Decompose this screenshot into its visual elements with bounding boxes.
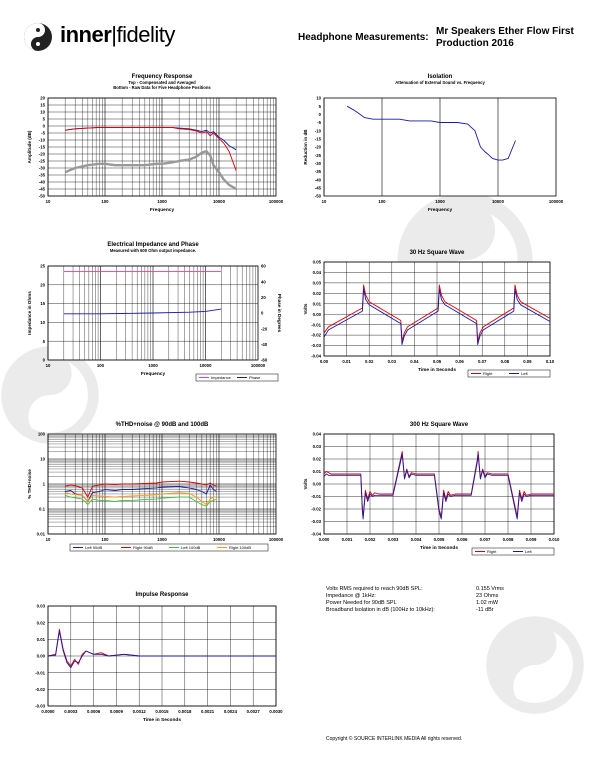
y-tick-label: -0.03 [311, 519, 321, 525]
x-tick-label: 100 [101, 199, 109, 204]
y2-tick-label: 0 [261, 310, 264, 316]
y-tick-label: 0.01 [312, 469, 321, 475]
x-tick-label: 0.007 [479, 537, 491, 542]
x-tick-label: 10000 [213, 537, 225, 542]
y-axis-label: Reduction in dB [303, 129, 308, 165]
chart-title: Isolation [427, 74, 453, 80]
y-tick-label: 20 [40, 282, 45, 288]
x-tick-label: 0.001 [341, 537, 353, 542]
chart-title: %THD+noise @ 90dB and 100dB [115, 422, 209, 428]
legend-label: Phase [249, 375, 261, 380]
y-tick-label: 0.02 [312, 290, 321, 296]
x-tick-label: 100 [96, 363, 105, 368]
x-tick-label: 0.0030 [269, 709, 283, 714]
spec-value: -11 dBr [476, 607, 494, 613]
x-tick-label: 0.0021 [201, 709, 215, 714]
y2-tick-label: 40 [261, 279, 266, 285]
y-tick-label: -40 [314, 177, 321, 183]
y-tick-label: -45 [38, 186, 45, 192]
impulse-response-chart [22, 590, 287, 740]
spec-value: 23 Ohms [476, 593, 499, 599]
y-tick-label: 0 [318, 111, 321, 117]
y-tick-label: -40 [38, 179, 45, 185]
x-tick-label: 0.10 [545, 359, 555, 364]
y-tick-label: 10 [40, 109, 45, 115]
legend-label: Left 100dB [181, 545, 201, 550]
y-tick-label: -10 [314, 128, 321, 134]
x-tick-label: 0.01 [342, 359, 351, 364]
y-axis-label: Volts [303, 478, 308, 490]
y2-tick-label: 20 [261, 294, 266, 300]
y-tick-label: 0.03 [312, 280, 321, 286]
y-tick-label: 10 [316, 95, 321, 101]
x-tick-label: 100000 [268, 537, 284, 542]
watermark-logo [480, 600, 590, 730]
y-tick-label: -30 [38, 165, 45, 171]
y-tick-label: -25 [38, 158, 45, 164]
y-tick-label: -5 [41, 130, 45, 136]
y-tick-label: 0.02 [312, 456, 321, 462]
legend-label: Right 100dB [229, 545, 252, 550]
x-tick-label: 0.005 [433, 537, 445, 542]
y-tick-label: 0.03 [36, 603, 45, 609]
y-tick-label: -0.02 [35, 686, 45, 692]
x-tick-label: 0.0024 [223, 709, 237, 714]
x-tick-label: 1000 [148, 363, 158, 368]
x-tick-label: 0.04 [410, 359, 419, 364]
x-axis-label: Frequency [149, 208, 175, 213]
x-tick-label: 100000 [548, 199, 564, 204]
y-tick-label: 0.02 [36, 620, 45, 626]
spec-row [326, 593, 576, 600]
y-tick-label: -30 [314, 160, 321, 166]
x-axis-label: Frequency [427, 208, 453, 213]
x-tick-label: 0.0027 [246, 709, 260, 714]
y-tick-label: 10 [40, 320, 45, 325]
y2-tick-label: 60 [261, 263, 266, 269]
y-tick-label: -25 [314, 152, 321, 158]
legend-label: Left 90dB [85, 545, 103, 550]
x-tick-label: 10000 [213, 199, 225, 204]
y-tick-label: -0.03 [311, 343, 321, 349]
y-tick-label: 1 [42, 481, 45, 487]
x-tick-label: 100000 [250, 363, 266, 368]
y-tick-label: -0.04 [311, 353, 321, 359]
page-title: Headphone Measurements: [298, 32, 429, 43]
y-tick-label: 0.00 [312, 481, 321, 487]
x-tick-label: 10 [321, 199, 327, 204]
y-tick-label: -0.01 [311, 322, 321, 328]
y-tick-label: 10 [40, 456, 45, 462]
square-wave-300hz-chart [302, 420, 567, 570]
x-tick-label: 0.08 [500, 359, 509, 364]
y-tick-label: 0.03 [312, 444, 321, 450]
x-tick-label: 10000 [492, 199, 504, 204]
y-tick-label: -50 [314, 193, 321, 199]
x-tick-label: 100 [101, 537, 109, 542]
logo-text: inner|fidelity [60, 22, 175, 47]
legend-label: Right [483, 371, 493, 376]
x-tick-label: 100000 [268, 199, 284, 204]
y-tick-label: 15 [40, 102, 45, 108]
isolation-chart [302, 72, 567, 222]
x-tick-label: 10 [45, 537, 51, 542]
chart-title: Frequency Response [131, 74, 193, 80]
y-tick-label: -20 [38, 151, 45, 157]
spec-row [326, 600, 576, 607]
y-tick-label: 0.04 [312, 270, 321, 276]
spec-value: 0.155 Vrms [476, 586, 504, 592]
x-axis-label: Time in Seconds [142, 718, 182, 723]
y-tick-label: -0.02 [311, 506, 321, 512]
x-tick-label: 0.05 [432, 359, 442, 364]
x-tick-label: 0.0006 [87, 709, 101, 714]
spec-label: Volts RMS required to reach 90dB SPL: [326, 586, 423, 592]
logo [22, 20, 212, 54]
x-tick-label: 0.008 [502, 537, 514, 542]
y-tick-label: -0.01 [311, 494, 321, 500]
y-axis-label: Impedance in Ohms [27, 291, 32, 335]
y-tick-label: -35 [314, 169, 321, 175]
y-tick-label: 0 [42, 357, 45, 363]
x-tick-label: 0.006 [456, 537, 468, 542]
y-tick-label: 0 [42, 123, 45, 129]
x-tick-label: 0.02 [365, 359, 374, 364]
y-tick-label: -0.02 [311, 332, 321, 338]
legend-label: Right [487, 549, 497, 554]
x-tick-label: 0.06 [455, 359, 464, 364]
x-tick-label: 0.07 [478, 359, 487, 364]
x-axis-label: Time in Seconds [419, 546, 459, 551]
x-tick-label: 0.004 [410, 537, 422, 542]
y-tick-label: 0.00 [312, 311, 321, 317]
y-tick-label: -35 [38, 172, 45, 178]
x-tick-label: 1000 [435, 199, 445, 204]
legend-label: Left [521, 371, 528, 376]
legend-label: Right 90dB [133, 545, 153, 550]
y2-tick-label: -60 [261, 357, 268, 363]
square-wave-30hz-chart [302, 248, 567, 398]
chart-subtitle: Bottom - Raw Data for Five Headphone Positions [113, 85, 211, 90]
yin-yang-icon [22, 22, 54, 52]
y-tick-label: 0.1 [39, 506, 45, 512]
y-tick-label: -15 [314, 136, 321, 142]
spec-row [326, 607, 576, 614]
y2-tick-label: -40 [261, 341, 268, 347]
chart-title: Electrical Impedance and Phase [107, 242, 199, 248]
y-tick-label: -50 [38, 193, 45, 199]
spec-label: Power Needed for 90dB SPL [326, 600, 397, 606]
y-tick-label: -0.03 [35, 703, 45, 709]
spec-label: Broadband Isolation in dB (100Hz to 10kHz): [326, 607, 435, 613]
y-tick-label: 25 [40, 263, 45, 269]
x-tick-label: 100 [378, 199, 386, 204]
y-tick-label: 5 [318, 103, 321, 109]
legend-label: Left [525, 549, 532, 554]
y-tick-label: 0.01 [36, 636, 45, 642]
y-tick-label: -10 [38, 137, 45, 143]
chart-subtitle: Top - Compensated and Averaged [128, 80, 196, 85]
y-tick-label: 0.00 [36, 653, 45, 659]
chart-subtitle: Attenuation of External Sound vs. Frequency [395, 80, 485, 85]
x-tick-label: 0.0015 [155, 709, 169, 714]
x-tick-label: 0.003 [387, 537, 399, 542]
x-axis-label: Time in Seconds [417, 368, 457, 373]
y-axis-label: Amplitude (dB) [27, 130, 32, 164]
x-tick-label: 10 [45, 363, 51, 368]
y-tick-label: 0.05 [312, 259, 321, 265]
x-tick-label: 0.09 [523, 359, 532, 364]
x-tick-label: 0.002 [364, 537, 376, 542]
x-tick-label: 0.009 [525, 537, 537, 542]
y-axis-label: % THD+noise [27, 469, 32, 499]
y-tick-label: -20 [314, 144, 321, 150]
copyright: Copyright © SOURCE INTERLINK MEDIA All rights reserved. [326, 736, 463, 742]
y-tick-label: -45 [314, 185, 321, 191]
y-tick-label: -0.01 [35, 670, 45, 676]
chart-subtitle: Measured with 600 Ohm output impedance. [109, 248, 197, 253]
x-tick-label: 0.0000 [41, 709, 55, 714]
x-tick-label: 0.03 [387, 359, 396, 364]
y-tick-label: 15 [40, 301, 45, 307]
x-tick-label: 0.010 [548, 537, 560, 542]
y2-tick-label: -20 [261, 326, 268, 332]
x-tick-label: 0.0003 [64, 709, 78, 714]
y-tick-label: -5 [317, 120, 321, 126]
chart-title: 30 Hz Square Wave [409, 250, 465, 256]
y-tick-label: 5 [42, 116, 45, 122]
legend-label: Impedance [211, 375, 231, 380]
spec-label: Impedance @ 1kHz: [326, 593, 376, 599]
y-tick-label: 5 [42, 338, 45, 344]
x-tick-label: 0.0018 [178, 709, 192, 714]
x-tick-label: 0.0009 [109, 709, 123, 714]
y-tick-label: -15 [38, 144, 45, 150]
x-tick-label: 10 [45, 199, 51, 204]
thd-chart [22, 420, 287, 570]
y-tick-label: 100 [37, 431, 45, 437]
y-tick-label: 0.01 [36, 531, 45, 537]
x-tick-label: 1000 [157, 537, 167, 542]
spec-value: 1.02 mW [476, 600, 499, 606]
x-tick-label: 10000 [199, 363, 212, 368]
y-tick-label: 0.01 [312, 301, 321, 307]
spec-row [326, 586, 576, 593]
x-tick-label: 0.0012 [132, 709, 146, 714]
chart-title: Impulse Response [135, 592, 189, 598]
y-tick-label: 0.04 [312, 431, 321, 437]
y-tick-label: 20 [40, 95, 45, 101]
impedance-chart [22, 240, 287, 390]
frequency-response-chart [22, 72, 287, 222]
product-name: Mr Speakers Ether Flow First Production 2016 [436, 26, 574, 49]
x-axis-label: Frequency [140, 372, 166, 377]
specs-table [326, 586, 576, 614]
x-tick-label: 1000 [157, 199, 167, 204]
y2-axis-label: Phase in Degrees [277, 293, 282, 333]
x-tick-label: 0.000 [318, 537, 330, 542]
chart-title: 300 Hz Square Wave [409, 422, 469, 428]
y-axis-label: Volts [303, 303, 308, 315]
x-tick-label: 0.00 [319, 359, 329, 364]
y-tick-label: -0.04 [311, 531, 321, 537]
